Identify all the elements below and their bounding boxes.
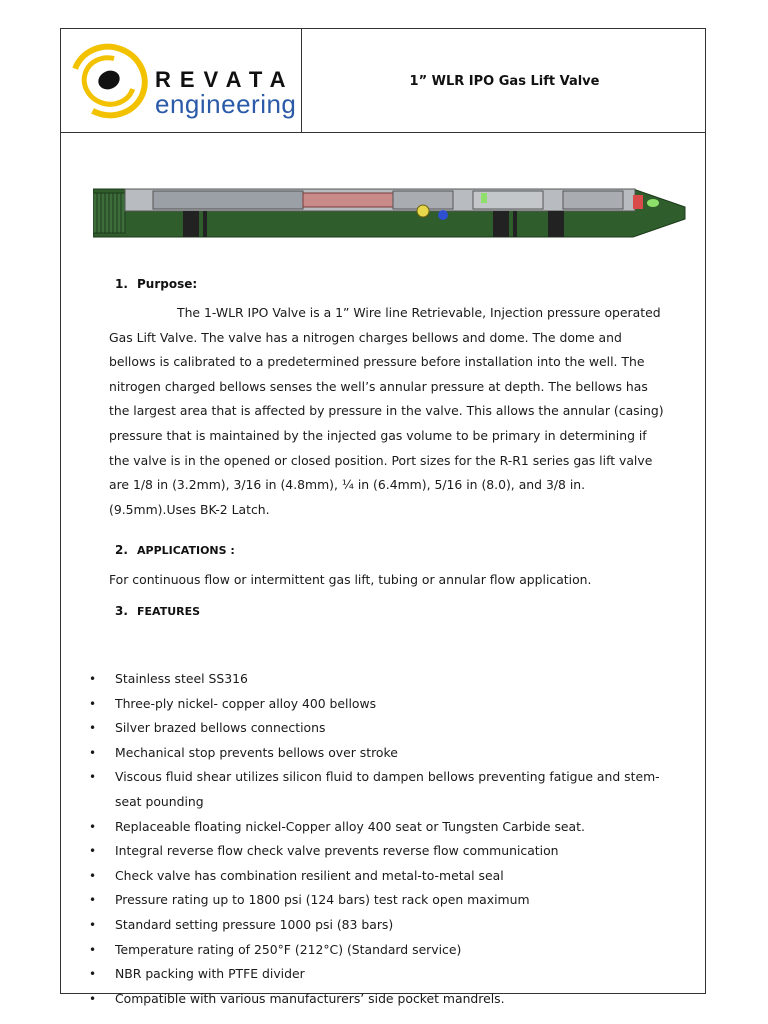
company-logo [69,39,297,123]
list-item [85,962,685,987]
bullet-icon: • [89,672,97,686]
feature-text: Standard setting pressure 1000 psi (83 bars) [115,916,394,932]
list-item [85,864,685,889]
list-item [85,765,685,814]
feature-text: Compatible with various manufacturers’ side pocket mandrels. [115,990,505,1006]
bullet-icon: • [89,967,97,982]
bullet-icon: • [89,721,97,736]
bullet-icon: • [89,868,97,883]
list-item [85,716,685,741]
document-page [60,28,706,1006]
feature-text: Check valve has combination resilient and metal-to-metal seal [115,867,504,883]
bullet-icon: • [89,844,97,859]
document-header [61,29,705,133]
section-title: FEATURES [137,605,201,618]
purpose-paragraph: The 1-WLR IPO Valve is a 1” Wire line Retrievable, Injection pressure operated Gas Lift Valve. The valve has a nitrogen charges bellows and dome. The dome and bellows is calibrated to a predetermined pressure before installation into the well. The nitrogen charged bellows senses the well’s annular pressure at depth. The bellows has the largest area that is affected by pressure in the valve. This allows the annular (casing) pressure that is maintained by the injected gas volume to be primary in determining if the valve is in the opened or closed position. Port sizes for the R-R1 series gas lift valve are 1/8 in (3.2mm), 3/16 in (4.8mm), ¼ in (6.4mm), 5/16 in (8.0), and 3/8 in. (9.5mm).Uses BK-2 Latch. [109,305,664,517]
list-item [85,839,685,864]
logo-wordmark-engineering: engineering [155,89,297,119]
feature-text: Mechanical stop prevents bellows over stroke [115,744,398,760]
feature-text: Stainless steel SS316 [115,671,248,686]
section-heading-purpose [115,277,197,291]
features-list [85,667,685,1011]
feature-text: Silver brazed bellows connections [115,720,326,736]
section-title: APPLICATIONS : [137,544,235,557]
section-number: 2. [115,543,128,557]
list-item [85,938,685,963]
list-item [85,888,685,913]
revata-logo-icon [69,43,149,121]
feature-text: Viscous fluid shear utilizes silicon fluid to dampen bellows preventing fatigue and stem-seat pounding [115,769,660,809]
list-item [85,987,685,1012]
bullet-icon: • [89,770,97,785]
section-number: 1. [115,277,128,291]
bullet-icon: • [89,819,97,834]
feature-text: Replaceable floating nickel-Copper alloy 400 seat or Tungsten Carbide seat. [115,818,585,834]
feature-text: NBR packing with PTFE divider [115,966,305,982]
bullet-icon: • [89,991,97,1006]
section-heading-applications [115,543,235,557]
bullet-icon: • [89,893,97,908]
list-item [85,692,685,717]
feature-text: Pressure rating up to 1800 psi (124 bars) test rack open maximum [115,892,530,908]
feature-text: Integral reverse flow check valve prevents reverse flow communication [115,843,559,859]
bullet-icon: • [89,745,97,760]
section-heading-features [115,604,200,618]
feature-text: Temperature rating of 250°F (212°C) (Standard service) [115,941,462,957]
document-title: 1” WLR IPO Gas Lift Valve [409,73,600,89]
list-item [85,913,685,938]
bullet-icon: • [89,696,97,711]
gas-lift-valve-drawing [93,179,693,243]
list-item [85,815,685,840]
bullet-icon: • [89,942,97,957]
list-item [85,741,685,766]
section-title: Purpose: [137,277,198,291]
feature-text: Three-ply nickel- copper alloy 400 bellows [115,695,377,711]
list-item [85,667,685,692]
section-number: 3. [115,604,128,618]
logo-wordmark-revata: REVATA [155,67,295,92]
applications-paragraph: For continuous flow or intermittent gas lift, tubing or annular flow application. [109,572,592,587]
bullet-icon: • [89,917,97,932]
